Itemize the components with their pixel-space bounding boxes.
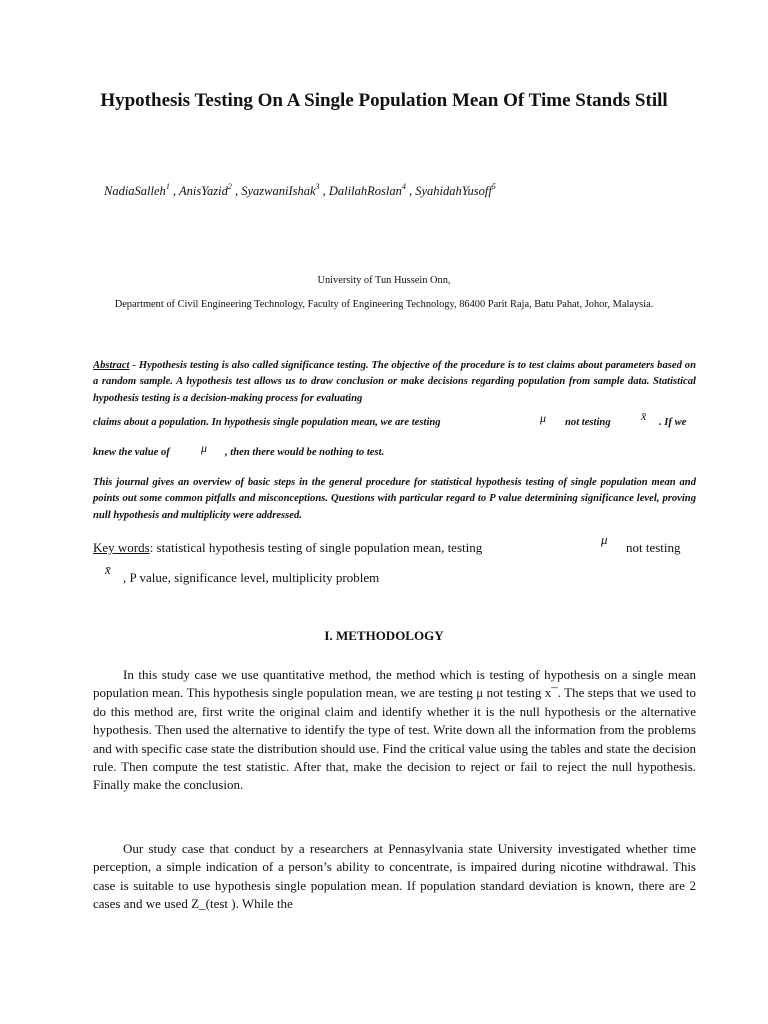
keywords-text-middle: not testing xyxy=(626,540,681,555)
author-affiliation-number: 1 xyxy=(165,182,170,191)
abstract-paragraph-2: This journal gives an overview of basic steps in the general procedure for statistical hypothesis testing of single population mean and points out some common pitfalls and misconceptions. Questions with particular regard to P value determining significance level, proving null hypothesis and multiplicity were addressed. xyxy=(93,477,696,521)
author-affiliation-number: 4 xyxy=(401,182,406,191)
mu-symbol: μ xyxy=(540,411,547,425)
author-affiliation-number: 2 xyxy=(227,182,232,191)
author-name: SyazwaniIshak xyxy=(241,184,316,198)
affiliation-university: University of Tun Hussein Onn, xyxy=(317,275,451,286)
author-name: DalilahRoslan xyxy=(328,184,402,198)
xbar-symbol: x̄ xyxy=(105,562,111,577)
author-name: NadiaSalleh xyxy=(104,184,166,198)
abstract-line-5-end: , then there would be nothing to test. xyxy=(225,447,385,458)
abstract-body: - Hypothesis testing is also called significance testing. The objective of the procedure is to test claims about parameters based on a random sample. A hypothesis test allows us to draw conclusion or make decisions regarding population from sample data. Statistical hypothesis testing is a decision-making process for evaluating xyxy=(93,360,696,404)
abstract-line-4-start: claims about a population. In hypothesis single population mean, we are testing xyxy=(93,417,441,428)
paper-title: Hypothesis Testing On A Single Population Mean Of Time Stands Still xyxy=(100,90,668,111)
keywords-text-end: , P value, significance level, multiplicity problem xyxy=(123,570,380,585)
mu-symbol: μ xyxy=(201,441,208,455)
author-affiliation-number: 5 xyxy=(491,182,496,191)
abstract-line-4-end: . If we xyxy=(659,417,687,428)
keywords-line-1 xyxy=(93,532,696,556)
methodology-paragraph-2: Our study case that conduct by a researchers at Pennasylvania state University investigated whether time perception, a simple indication of a person’s ability to concentrate, is impaired during nicotine withdrawal. This case is suitable to use hypothesis single population mean. If population standard deviation is known, there are 2 cases and we used Z_(test ). While the xyxy=(93,841,696,912)
abstract-line-4-middle: not testing xyxy=(565,417,611,428)
author-affiliation-number: 3 xyxy=(315,182,320,191)
keywords-label: Key words xyxy=(93,540,150,555)
affiliation-department: Department of Civil Engineering Technology, Faculty of Engineering Technology, 86400 Parit Raja, Batu Pahat, Johor, Malaysia. xyxy=(114,299,654,310)
abstract-text xyxy=(93,358,696,408)
author-name: SyahidahYusoff xyxy=(415,184,492,198)
mu-symbol: μ xyxy=(601,532,608,547)
xbar-symbol: x̄ xyxy=(641,409,647,423)
author-name: AnisYazid xyxy=(178,184,228,198)
author-list: NadiaSalleh$^1$ , AnisYazid$^2$ , SyazwaniIshak$^3$ , DalilahRoslan$^4$ , SyahidahYusoff$^5$ xyxy=(104,182,496,198)
abstract-line-5 xyxy=(93,441,696,460)
keywords-text-start: : statistical hypothesis testing of single population mean, testing xyxy=(149,540,483,555)
section-heading-methodology: I. METHODOLOGY xyxy=(324,628,444,643)
abstract-line-4 xyxy=(93,409,696,430)
methodology-paragraph-1: In this study case we use quantitative method, the method which is testing of hypothesis on a single mean population mean. This hypothesis single population mean, we are testing μ not testing x¯. The steps that we used to do this method are, first write the original claim and identify whether it is the null hypothesis or the alternative hypothesis. Then used the alternative to identify the type of test. Write down all the information from the problems and with specific case state the distribution should use. Find the critical value using the tables and state the decision rule. Then compute the test statistic. After that, make the decision to reject or fail to reject the null hypothesis. Finally make the conclusion. xyxy=(93,667,696,793)
abstract-label: Abstract xyxy=(93,360,130,371)
abstract-line-5-start: knew the value of xyxy=(93,447,170,458)
